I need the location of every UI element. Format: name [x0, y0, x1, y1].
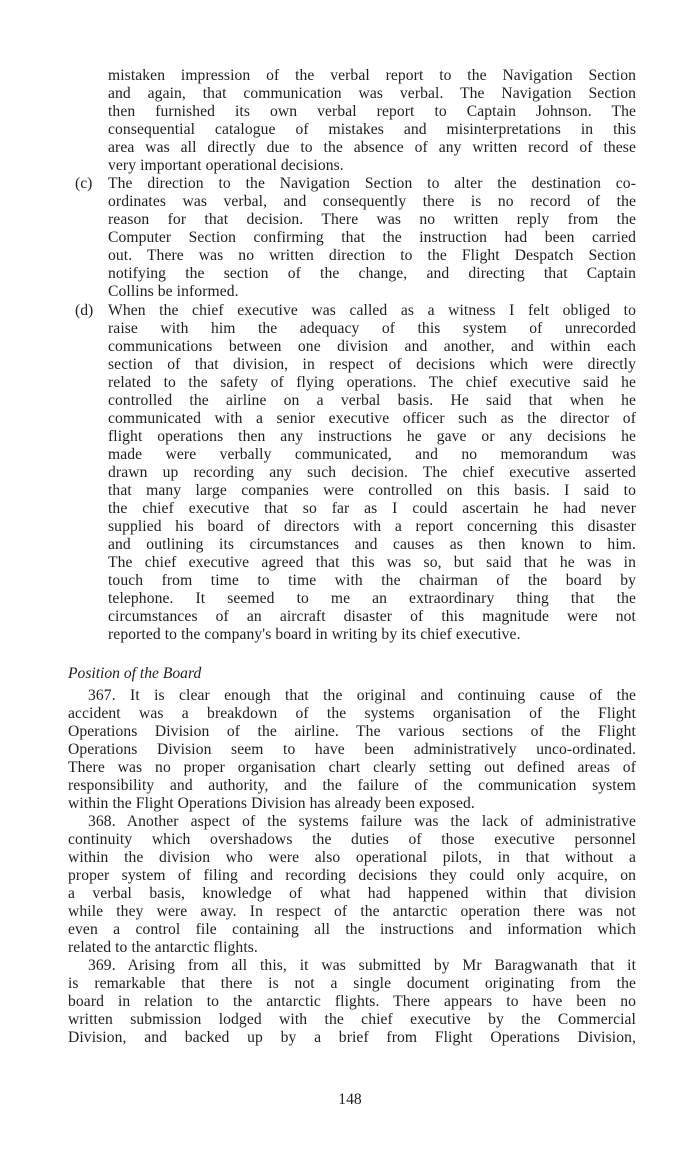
text-line: area was all directly due to the absence of any written record of these [108, 139, 636, 156]
text-line: within the Flight Operations Division has already been exposed. [68, 795, 475, 812]
section-heading: Position of the Board [68, 665, 202, 682]
text-line: 369. Arising from all this, it was submitted by Mr Baragwanath that it [88, 957, 636, 974]
text-line: a verbal basis, knowledge of what had happened within that division [68, 885, 636, 902]
text-line: Operations Division of the airline. The various sections of the Flight [68, 723, 636, 740]
text-line: responsibility and authority, and the failure of the communication system [68, 777, 636, 794]
text-line: even a control file containing all the instructions and information which [68, 921, 636, 938]
text-line: touch from time to time with the chairman of the board by [108, 572, 636, 589]
text-line: section of that division, in respect of decisions which were directly [108, 356, 636, 373]
text-line: controlled the airline on a verbal basis. He said that when he [108, 392, 636, 409]
text-line: telephone. It seemed to me an extraordinary thing that the [108, 590, 636, 607]
text-line: out. There was no written direction to the Flight Despatch Section [108, 247, 636, 264]
item-label: (c) [75, 175, 93, 192]
text-line: written submission lodged with the chief executive by the Commercial [68, 1011, 636, 1028]
text-line: ordinates was verbal, and consequently there is no record of the [108, 193, 636, 210]
text-line: while they were away. In respect of the antarctic operation there was not [68, 903, 636, 920]
text-line: then furnished its own verbal report to Captain Johnson. The [108, 103, 636, 120]
text-line: There was no proper organisation chart clearly setting out defined areas of [68, 759, 636, 776]
text-line: accident was a breakdown of the systems organisation of the Flight [68, 705, 636, 722]
text-line: Collins be informed. [108, 283, 239, 300]
item-label: (d) [75, 302, 94, 319]
text-line: reported to the company's board in writing by its chief executive. [108, 626, 521, 643]
text-line: very important operational decisions. [108, 157, 344, 174]
text-line: and outlining its circumstances and causes as then known to him. [108, 536, 636, 553]
text-line: The chief executive agreed that this was so, but said that he was in [108, 554, 636, 571]
page-number: 148 [338, 1091, 362, 1108]
text-line: related to the safety of flying operations. The chief executive said he [108, 374, 636, 391]
text-line: When the chief executive was called as a witness I felt obliged to [108, 302, 636, 319]
text-line: that many large companies were controlled on this basis. I said to [108, 482, 636, 499]
text-line: mistaken impression of the verbal report to the Navigation Section [108, 67, 636, 84]
text-line: Division, and backed up by a brief from Flight Operations Division, [68, 1029, 636, 1046]
text-line: Operations Division seem to have been administratively unco-ordinated. [68, 741, 636, 758]
text-line: The direction to the Navigation Section to alter the destination co- [108, 175, 636, 192]
text-line: the chief executive that so far as I could ascertain he had never [108, 500, 636, 517]
text-line: circumstances of an aircraft disaster of this magnitude were not [108, 608, 636, 625]
text-line: communications between one division and another, and within each [108, 338, 636, 355]
text-line: notifying the section of the change, and directing that Captain [108, 265, 636, 282]
text-line: supplied his board of directors with a report concerning this disaster [108, 518, 636, 535]
text-line: drawn up recording any such decision. The chief executive asserted [108, 464, 636, 481]
text-line: communicated with a senior executive officer such as the director of [108, 410, 636, 427]
text-line: 368. Another aspect of the systems failure was the lack of administrative [88, 813, 636, 830]
text-line: continuity which overshadows the duties of those executive personnel [68, 831, 636, 848]
text-line: and again, that communication was verbal. The Navigation Section [108, 85, 636, 102]
text-line: Computer Section confirming that the instruction had been carried [108, 229, 636, 246]
text-line: within the division who were also operational pilots, in that without a [68, 849, 636, 866]
text-line: made were verbally communicated, and no memorandum was [108, 446, 636, 463]
text-line: 367. It is clear enough that the original and continuing cause of the [88, 687, 636, 704]
text-line: is remarkable that there is not a single document originating from the [68, 975, 636, 992]
text-line: related to the antarctic flights. [68, 939, 258, 956]
text-line: reason for that decision. There was no written reply from the [108, 211, 636, 228]
text-line: consequential catalogue of mistakes and misinterpretations in this [108, 121, 636, 138]
text-line: flight operations then any instructions he gave or any decisions he [108, 428, 636, 445]
text-line: board in relation to the antarctic flights. There appears to have been no [68, 993, 636, 1010]
text-line: proper system of filing and recording decisions they could only acquire, on [68, 867, 636, 884]
text-line: raise with him the adequacy of this system of unrecorded [108, 320, 636, 337]
